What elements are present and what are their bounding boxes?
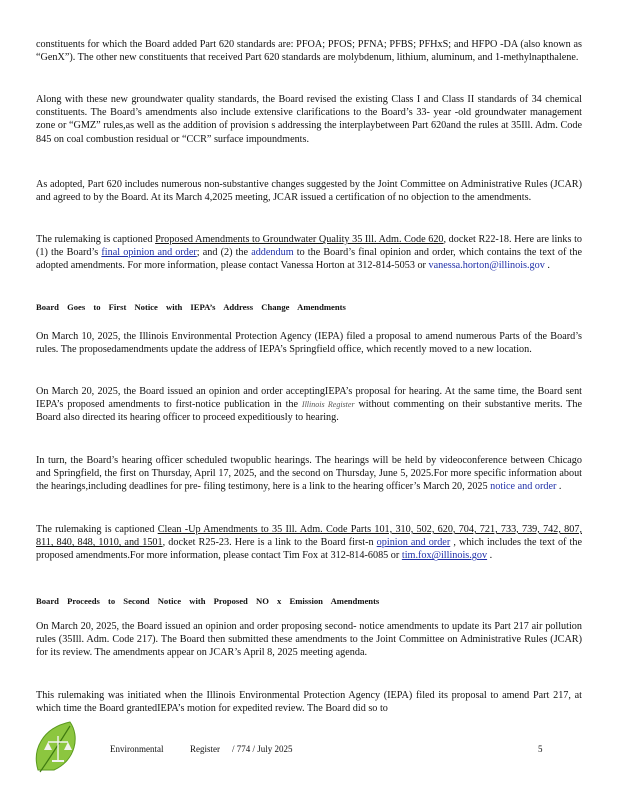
notice-and-order-link[interactable]: notice and order [490, 481, 557, 493]
footer-issue: / 774 / July 2025 [232, 744, 293, 754]
addendum-link[interactable]: addendum [251, 247, 294, 259]
paragraph-iepa-proposal: On March 10, 2025, the Illinois Environmental Protection Agency (IEPA) filed a proposal to amend numerous Parts of the Board’s rules. The proposedamendments update the address of IEPA’s Springfield office, which recently moved to a new location. [36, 331, 582, 356]
footer-register: Register [190, 744, 220, 754]
rulemaking-caption-cleanup: Clean -Up Amendments to 35 Ill. Adm. Code Parts 101, 310, 502, 620, 704, 721, 733, 739, 742, 807, 811, 840, 848, 1010, and 1501 [36, 524, 582, 549]
paragraph-second-notice: On March 20, 2025, the Board issued an opinion and order proposing second- notice amendments to update its Part 217 air pollution rules (35Ill. Adm. Code 217). The Board then submitted these amendments to the Joint Committee on Administrative Rules (JCAR) for its review. The amendments appear on JCAR’s April 8, 2025 meeting agenda. [36, 621, 582, 659]
paragraph-r25-23-caption: The rulemaking is captioned Clean -Up Amendments to 35 Ill. Adm. Code Parts 101, 310, 502, 620, 704, 721, 733, 739, 742, 807, 811, 840, 848, 1010, and 1501, docket R25-23. Here is a link to the Board first-n opinion and order , which includes the text of the proposed amendments.For more information, please contact Tim Fox at 312-814-6085 or tim.fox@illinois.gov . [36, 524, 582, 562]
section-heading-address-change: Board Goes to First Notice with IEPA’s Address Change Amendments [36, 302, 346, 312]
page-footer [110, 744, 550, 760]
paragraph-hearings: In turn, the Board’s hearing officer scheduled twopublic hearings. The hearings will be held by videoconference between Chicago and Springfield, the first on Thursday, April 17, 2025, and the second on Thursday, June 5, 2025.For more specific information about the hearings,including deadlines for pre- filing testimony, here is a link to the hearing officer’s March 20, 2025 notice and order . [36, 455, 582, 493]
paragraph-revised-standards: Along with these new groundwater quality standards, the Board revised the existing Class I and Class II standards of 34 chemical constituents. The Board’s amendments also include extensive clarifications to the Board’s 33- year -old groundwater management zone or “GMZ” rules,as well as the addition of provision s addressing the interplaybetween Part 620and the rules at 35Ill. Adm. Code 845 on coal combustion residual or “CCR” surface impoundments. [36, 94, 582, 145]
rulemaking-caption: Proposed Amendments to Groundwater Quality 35 Ill. Adm. Code 620 [155, 234, 444, 245]
opinion-and-order-link[interactable]: opinion and order [376, 537, 451, 549]
section-heading-nox-amendments: Board Proceeds to Second Notice with Proposed NO x Emission Amendments [36, 596, 380, 606]
page-number: 5 [538, 744, 543, 754]
illinois-register-small: Illinois Register [301, 400, 355, 410]
paragraph-rulemaking-initiated: This rulemaking was initiated when the Illinois Environmental Protection Agency (IEPA) filed its proposal to amend Part 217, at which time the Board grantedIEPA’s motion for expedited review. The Board did so to [36, 690, 582, 715]
paragraph-r22-18-caption: The rulemaking is captioned Proposed Amendments to Groundwater Quality 35 Ill. Adm. Code 620, docket R22-18. Here are links to (1) the Board’s final opinion and order; and (2) the addendum to the Board’s final opinion and order, which contains the text of the adopted amendments. For more information, please contact Vanessa Horton at 312-814-5053 or vanessa.horton@illinois.gov . [36, 234, 582, 272]
paragraph-first-notice: On March 20, 2025, the Board issued an opinion and order acceptingIEPA’s proposal for hearing. At the same time, the Board sent IEPA’s proposed amendments to first-notice publication in the Illinois Register without commenting on their substantive merits. The Board also directed its hearing officer to proceed expeditiously to hearing. [36, 386, 583, 424]
footer-environmental: Environmental [110, 744, 164, 754]
email-link-tim[interactable]: tim.fox@illinois.gov [401, 550, 488, 562]
leaf-scales-logo-icon [30, 720, 90, 776]
email-link-vanessa[interactable]: vanessa.horton@illinois.gov [428, 260, 545, 272]
final-opinion-link[interactable]: final opinion and order [101, 247, 197, 259]
paragraph-part-620-constituents: constituents for which the Board added Part 620 standards are: PFOA; PFOS; PFNA; PFBS; PFHxS; and HFPO -DA (also known as “GenX”). The other new constituents that received Part 620 standards are molybdenum, lithium, aluminum, and 1-methylnapthalene. [36, 39, 582, 64]
paragraph-jcar-changes: As adopted, Part 620 includes numerous non-substantive changes suggested by the Joint Committee on Administrative Rules (JCAR) and agreed to by the Board. At its March 4,2025 meeting, JCAR issued a certification of no objection to the amendments. [36, 179, 582, 204]
